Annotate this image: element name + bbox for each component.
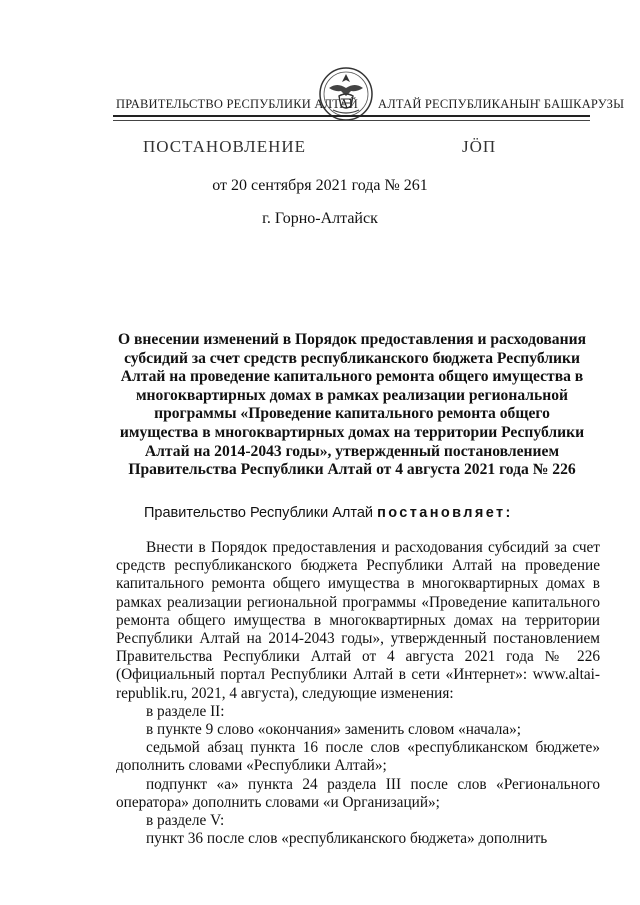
doc-type-russian: ПОСТАНОВЛЕНИЕ <box>143 137 307 156</box>
paragraph: в пункте 9 слово «окончания» заменить словом «начала»; <box>146 721 522 739</box>
header-rule-thick <box>113 115 590 117</box>
document-title: О внесении изменений в Порядок предоставления и расходования субсидий за счет средств республиканского бюджета Республики Алтай на проведение капитального ремонта общего имущества в многоквартирных домах в рамках реализации региональной программы «Проведение капитального ремонта общего имущества в многоквартирных домах на территории Республики Алтай на 2014-2043 годы», утвержденный постановлением Правительства Республики Алтай от 4 августа 2021 года № 226 <box>117 331 587 479</box>
paragraph: Внести в Порядок предоставления и расходования субсидий за счет средств республиканского бюджета Республики Алтай на проведение капитального ремонта общего имущества в многоквартирных домах в рамках реализации региональной программы «Проведение капитального ремонта общего имущества в многоквартирных домах на территории Республики Алтай на 2014-2043 годы», утвержденный постановлением Правительства Республики Алтай от 4 августа 2021 года № 226 (Официальный портал Республики Алтай в сети «Интернет»: www.altai-republik.ru, 2021, 4 августа), следующие изменения: <box>116 539 600 702</box>
paragraph: в разделе V: <box>146 812 225 830</box>
document-city: г. Горно-Алтайск <box>262 210 378 227</box>
document-date-number: от 20 сентября 2021 года № 261 <box>212 177 428 194</box>
preamble <box>144 505 513 521</box>
paragraph: седьмой абзац пункта 16 после слов «республиканском бюджете» дополнить словами «Республики Алтай»; <box>116 739 600 775</box>
preamble-subject: Правительство Республики Алтай <box>144 505 374 521</box>
coat-of-arms-icon <box>317 66 375 122</box>
header-right-title: АЛТАЙ РЕСПУБЛИКАНЫҤ БАШКАРУЗЫ <box>378 97 625 111</box>
document-body <box>116 539 600 848</box>
preamble-verb: постановляет: <box>377 505 513 521</box>
header-rule-thin <box>113 120 590 121</box>
doc-type-altai: ЈӦП <box>462 137 497 156</box>
paragraph: в разделе II: <box>146 702 225 720</box>
paragraph: подпункт «а» пункта 24 раздела III после слов «Регионального оператора» дополнить словами «и Организаций»; <box>116 775 600 811</box>
header-left-title: ПРАВИТЕЛЬСТВО РЕСПУБЛИКИ АЛТАЙ <box>116 97 358 111</box>
paragraph: пункт 36 после слов «республиканского бюджета» дополнить <box>146 830 548 848</box>
